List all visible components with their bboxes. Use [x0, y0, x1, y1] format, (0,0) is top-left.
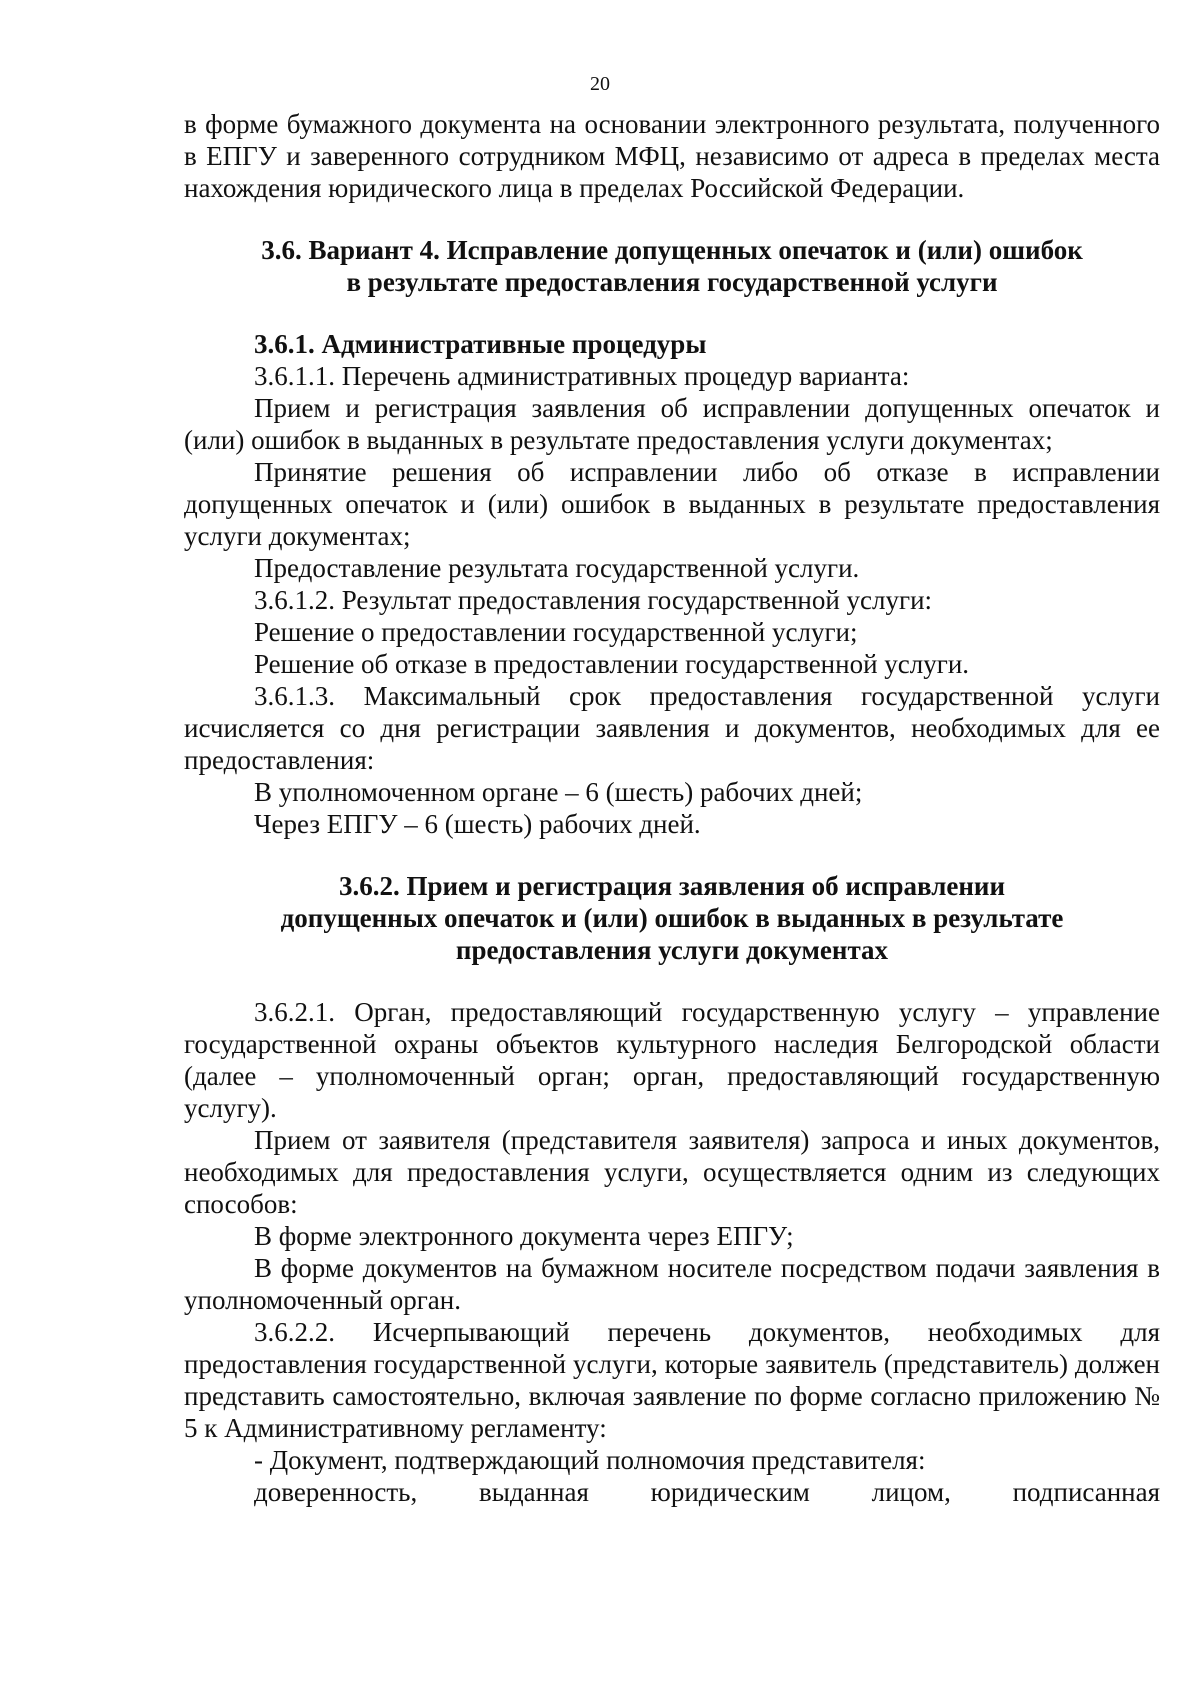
paragraph-term-authority: В уполномоченном органе – 6 (шесть) рабочих дней;	[254, 777, 863, 807]
paragraph-method-electronic: В форме электронного документа через ЕПГУ;	[254, 1221, 794, 1251]
section-heading-3-6-2-line3: предоставления услуги документах	[455, 935, 889, 965]
paragraph-3-6-2-2: 3.6.2.2. Исчерпывающий перечень документов, необходимых для предоставления государственной услуги, которые заявитель (представитель) должен представить самостоятельно, включая заявление по форме согласно приложению № 5 к Административному регламенту:	[184, 1317, 1160, 1443]
paragraph-3-6-1-2: 3.6.1.2. Результат предоставления государственной услуги:	[254, 585, 933, 615]
page-number: 20	[590, 73, 610, 95]
paragraph-3-6-2-1: 3.6.2.1. Орган, предоставляющий государственную услугу – управление государственной охраны объектов культурного наследия Белгородской области (далее – уполномоченный орган; орган, предоставляющий государственную услугу).	[184, 997, 1160, 1123]
subsection-heading-3-6-1: 3.6.1. Административные процедуры	[254, 329, 707, 359]
paragraph-result-refusal: Решение об отказе в предоставлении государственной услуги.	[254, 649, 970, 679]
paragraph-power-of-attorney: доверенность, выданная юридическим лицом, подписанная	[254, 1477, 1160, 1507]
paragraph-procedure-reception: Прием и регистрация заявления об исправлении допущенных опечаток и (или) ошибок в выданных в результате предоставления услуги документах;	[184, 393, 1160, 455]
section-heading-3-6-line2: в результате предоставления государственной услуги	[346, 267, 998, 297]
paragraph-reception-methods: Прием от заявителя (представителя заявителя) запроса и иных документов, необходимых для предоставления услуги, осуществляется одним из следующих способов:	[184, 1125, 1160, 1219]
paragraph-term-epgu: Через ЕПГУ – 6 (шесть) рабочих дней.	[254, 809, 701, 839]
section-heading-3-6-2-line2: допущенных опечаток и (или) ошибок в выданных в результате	[280, 903, 1064, 933]
paragraph-3-6-1-1: 3.6.1.1. Перечень административных процедур варианта:	[254, 361, 910, 391]
paragraph-continuation: в форме бумажного документа на основании электронного результата, полученного в ЕПГУ и заверенного сотрудником МФЦ, независимо от адреса в пределах места нахождения юридического лица в пределах Российской Федерации.	[184, 109, 1160, 203]
document-body	[184, 108, 1160, 1508]
paragraph-procedure-result: Предоставление результата государственной услуги.	[254, 553, 860, 583]
paragraph-document-authority: - Документ, подтверждающий полномочия представителя:	[254, 1445, 926, 1475]
paragraph-result-positive: Решение о предоставлении государственной услуги;	[254, 617, 858, 647]
paragraph-method-paper: В форме документов на бумажном носителе посредством подачи заявления в уполномоченный орган.	[184, 1253, 1160, 1315]
paragraph-procedure-decision: Принятие решения об исправлении либо об отказе в исправлении допущенных опечаток и (или) ошибок в выданных в результате предоставления услуги документах;	[184, 457, 1160, 551]
section-heading-3-6-2-line1: 3.6.2. Прием и регистрация заявления об исправлении	[338, 871, 1006, 901]
section-heading-3-6-line1: 3.6. Вариант 4. Исправление допущенных опечаток и (или) ошибок	[261, 235, 1083, 265]
paragraph-3-6-1-3: 3.6.1.3. Максимальный срок предоставления государственной услуги исчисляется со дня регистрации заявления и документов, необходимых для ее предоставления:	[184, 681, 1160, 775]
